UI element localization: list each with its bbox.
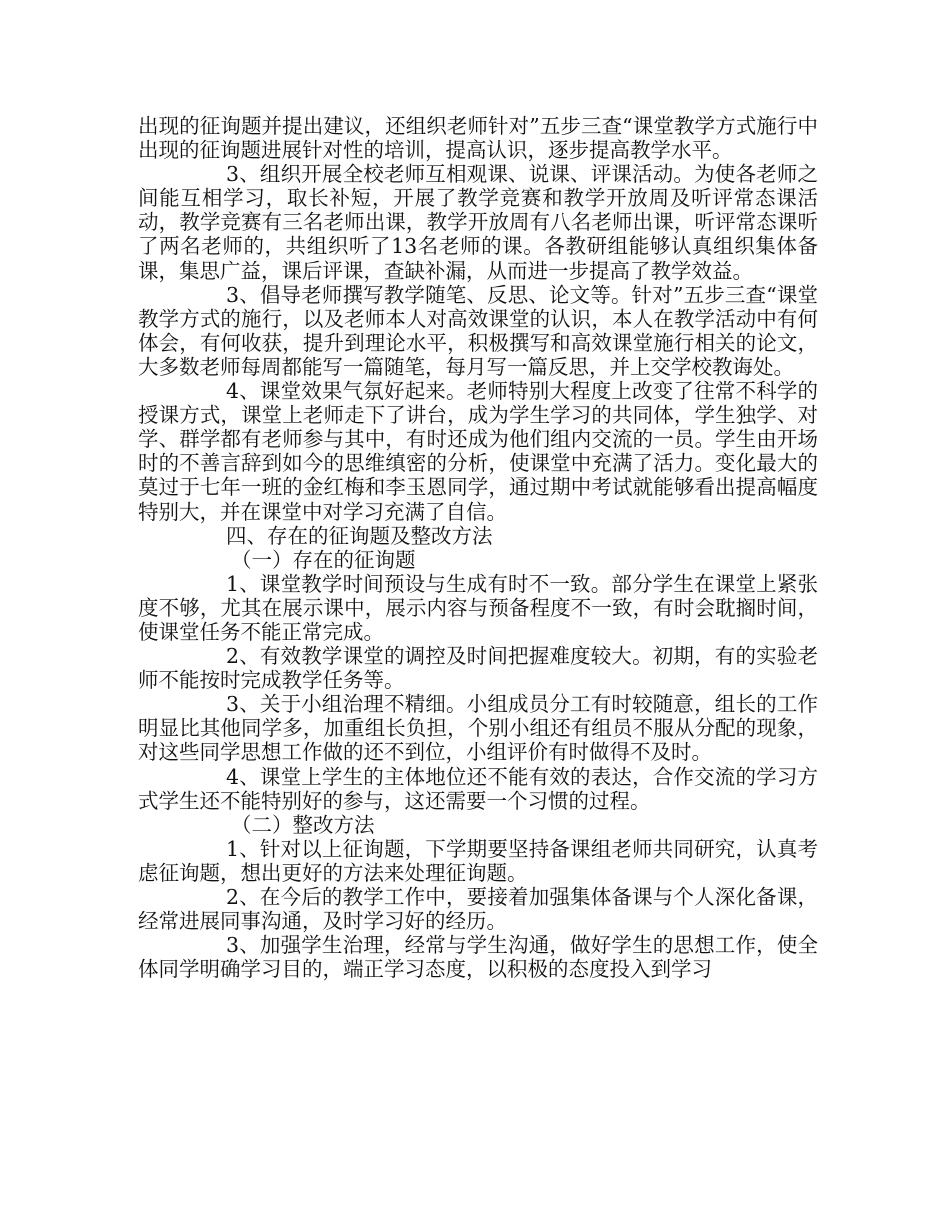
paragraph-problem-1: 1、课堂教学时间预设与生成有时不一致。部分学生在课堂上紧张度不够，尤其在展示课中，展示内容与预备程度不一致，有时会耽搁时间，使课堂任务不能正常完成。 (138, 571, 818, 644)
subheading-rectification-methods: （二）整改方法 (231, 812, 375, 837)
paragraph-method-1: 1、针对以上征询题，下学期要坚持备课组老师共同研究，认真考虑征询题，想出更好的方法来处理征询题。 (138, 836, 818, 885)
paragraph-method-3: 3、加强学生治理，经常与学生沟通，做好学生的思想工作，使全体同学明确学习目的，端正学习态度，以积极的态度投入到学习 (138, 933, 818, 982)
paragraph-classroom-atmosphere: 4、课堂效果气氛好起来。老师特别大程度上改变了往常不科学的授课方式，课堂上老师走下了讲台，成为学生学习的共同体，学生独学、对学、群学都有老师参与其中，有时还成为他们组内交流的一员。学生由开场时的不善言辞到如今的思维缜密的分析，使课堂中充满了活力。变化最大的莫过于七年一班的金红梅和李玉恩同学，通过期中考试就能够看出提高幅度特别大，并在课堂中对学习充满了自信。 (138, 379, 818, 524)
section-heading-problems-and-fixes: 四、存在的征询题及整改方法 (226, 523, 493, 548)
document-page (138, 114, 818, 981)
paragraph-method-2: 2、在今后的教学工作中，要接着加强集体备课与个人深化备课，经常进展同事沟通，及时学习好的经历。 (138, 885, 818, 934)
paragraph-problem-4: 4、课堂上学生的主体地位还不能有效的表达，合作交流的学习方式学生还不能特别好的参与，这还需要一个习惯的过程。 (138, 764, 818, 813)
subheading-existing-problems: （一）存在的征询题 (231, 547, 416, 572)
paragraph-continuation: 出现的征询题并提出建议，还组织老师针对”五步三查“课堂教学方式施行中出现的征询题进展针对性的培训，提高认识，逐步提高教学水平。 (138, 114, 818, 163)
paragraph-teaching-essays: 3、倡导老师撰写教学随笔、反思、论文等。针对”五步三查“课堂教学方式的施行，以及老师本人对高效课堂的认识，本人在教学活动中有何体会，有何收获，提升到理论水平，积极撰写和高效课堂施行相关的论文，大多数老师每周都能写一篇随笔，每月写一篇反思，并上交学校教诲处。 (138, 282, 818, 379)
paragraph-problem-3: 3、关于小组治理不精细。小组成员分工有时较随意，组长的工作明显比其他同学多，加重组长负担，个别小组还有组员不服从分配的现象，对这些同学思想工作做的还不到位，小组评价有时做得不及时。 (138, 692, 818, 765)
paragraph-observe-lessons: 3、组织开展全校老师互相观课、说课、评课活动。为使各老师之间能互相学习，取长补短，开展了教学竞赛和教学开放周及听评常态课活动，教学竞赛有三名老师出课，教学开放周有八名老师出课，听评常态课听了两名老师的，共组织听了13名老师的课。各教研组能够认真组织集体备课，集思广益，课后评课，查缺补漏，从而进一步提高了教学效益。 (138, 162, 818, 283)
paragraph-problem-2: 2、有效教学课堂的调控及时间把握难度较大。初期，有的实验老师不能按时完成教学任务等。 (138, 644, 818, 693)
